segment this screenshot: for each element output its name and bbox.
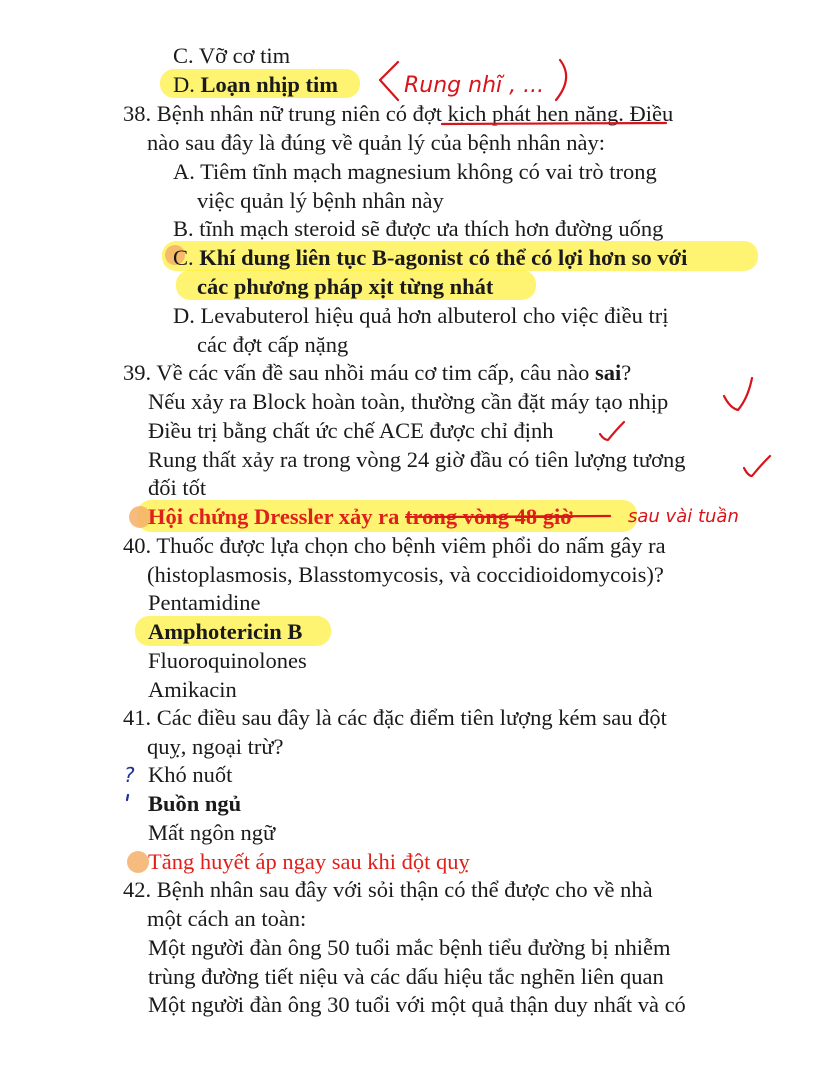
answer-text: Khí dung liên tục B-agonist có thể có lợi hơn so với [199,245,688,270]
line-text: Một người đàn ông 50 tuổi mắc bệnh tiểu đường bị nhiễm [148,935,671,960]
line-text: Mất ngôn ngữ [148,820,276,845]
annotation-sau-vai-tuan: sau vài tuần [628,506,739,527]
answer-text: Amphotericin B [148,619,303,644]
answer-text: Tăng huyết áp ngay sau khi đột quỵ [148,849,470,874]
line-text: các đợt cấp nặng [197,332,349,357]
line-text: B. tĩnh mạch steroid sẽ được ưa thích hơn đường uống [173,216,664,241]
line-text: một cách an toàn: [147,906,307,931]
line-text: Amikacin [148,677,237,702]
line-text: C. Vỡ cơ tim [173,43,291,68]
option-letter: C. [173,245,200,270]
line-text: Điều trị bằng chất ức chế ACE được chỉ định [148,418,554,443]
line-text: đối tốt [148,475,207,500]
line-text: trùng đường tiết niệu và các dấu hiệu tắc nghẽn liên quan [148,964,664,989]
line-text: việc quản lý bệnh nhân này [197,188,444,213]
line-text: ? [621,360,632,385]
struck-text: trong vòng 48 giờ [405,504,573,529]
line-text: Rung thất xảy ra trong vòng 24 giờ đầu có tiên lượng tương [148,447,686,472]
line-text: Khó nuốt [148,762,233,787]
line-text: Pentamidine [148,590,261,615]
line-text: (histoplasmosis, Blasstomycosis, và coccidioidomycois)? [147,562,664,587]
blue-tick-mark [127,795,128,800]
answer-text: Loạn nhịp tim [200,72,339,97]
answer-text: các phương pháp xịt từng nhát [197,274,494,299]
line-text: 38. Bệnh nhân nữ trung niên có đợt kịch phát hen nặng. Điều [123,101,674,126]
emphasis-wrong: sai [594,360,622,385]
line-text: A. Tiêm tĩnh mạch magnesium không có vai trò trong [173,159,657,184]
line-text: 42. Bệnh nhân sau đây với sỏi thận có thể được cho về nhà [123,877,653,902]
line-text: 40. Thuốc được lựa chọn cho bệnh viêm phổi do nấm gây ra [123,533,666,558]
annotation-question-mark: ? [124,763,135,787]
line-text: Nếu xảy ra Block hoàn toàn, thường cần đặt máy tạo nhịp [148,389,669,414]
option-letter: D. [173,72,201,97]
line-text: 41. Các điều sau đây là các đặc điểm tiên lượng kém sau đột [123,705,667,730]
answer-text: Hội chứng Dressler xảy ra [148,504,406,529]
line-text: nào sau đây là đúng về quản lý của bệnh nhân này: [147,130,605,155]
line-text: Fluoroquinolones [148,648,307,673]
line-text: quỵ, ngoại trừ? [147,734,284,759]
annotation-rung-nhi: Rung nhĩ , ... [404,73,545,98]
line-text: Một người đàn ông 30 tuổi với một quả thận duy nhất và có [148,992,686,1017]
line-text: D. Levabuterol hiệu quả hơn albuterol cho việc điều trị [173,303,669,328]
line-text: Buồn ngủ [148,791,242,816]
line-text: 39. Về các vấn đề sau nhồi máu cơ tim cấp, câu nào [123,360,595,385]
